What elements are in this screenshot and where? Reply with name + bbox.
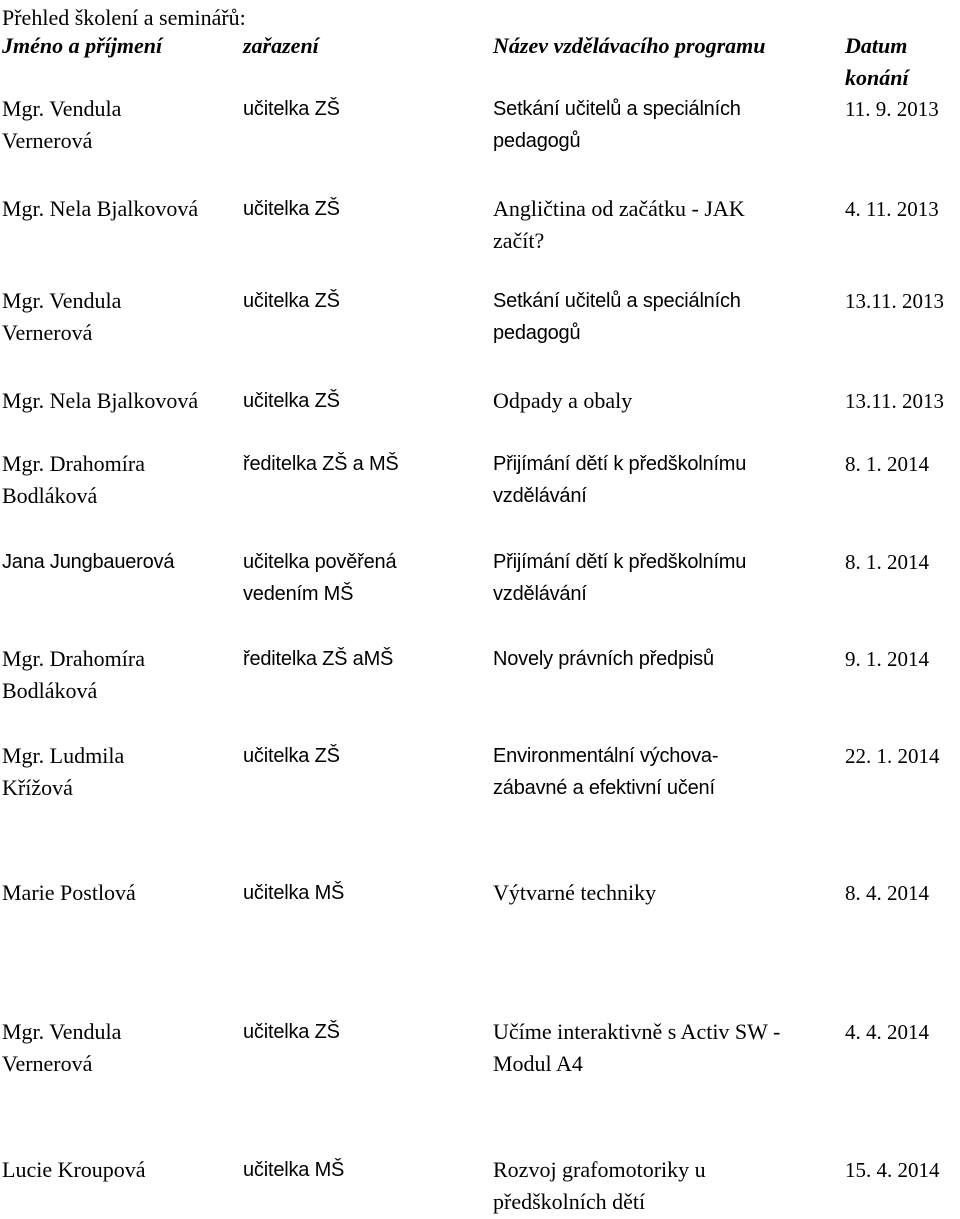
row-name-line: Mgr. Vendula (2, 288, 122, 313)
row-date: 15. 4. 2014 (845, 1158, 940, 1182)
row-name-line: Mgr. Vendula (2, 1019, 122, 1044)
document-title: Přehled školení a seminářů: (2, 5, 246, 30)
header-date (845, 30, 960, 94)
row-name (2, 1154, 240, 1186)
row-program-line: Učíme interaktivně s Activ SW - (493, 1019, 781, 1044)
row-name-line: Jana Jungbauerová (2, 551, 175, 573)
row-program (493, 193, 838, 257)
row-program-line: Angličtina od začátku - JAK (493, 196, 745, 221)
row-program (493, 93, 838, 157)
row-date: 8. 1. 2014 (845, 550, 929, 574)
row-date: 11. 9. 2013 (845, 97, 939, 121)
row-program-line: Setkání učitelů a speciálních (493, 98, 741, 120)
row-position-line: učitelka ZŠ (243, 390, 340, 412)
row-position-line: učitelka pověřená (243, 551, 397, 573)
row-program-line: Přijímání dětí k předškolnímu (493, 551, 747, 573)
row-date: 8. 4. 2014 (845, 881, 929, 905)
row-name-line: Lucie Kroupová (2, 1157, 146, 1182)
row-name-line: Vernerová (2, 1051, 93, 1076)
row-name (2, 546, 240, 578)
row-date: 13.11. 2013 (845, 289, 944, 313)
row-position (243, 285, 491, 317)
row-program-line: předškolních dětí (493, 1189, 646, 1214)
row-program-line: vzdělávání (493, 485, 587, 507)
row-position (243, 546, 491, 610)
row-position (243, 740, 491, 772)
row-position-line: vedením MŠ (243, 583, 354, 605)
row-name (2, 285, 240, 349)
row-position (243, 877, 491, 909)
row-program (493, 1154, 838, 1218)
row-program (493, 385, 838, 417)
row-position-line: učitelka ZŠ (243, 98, 340, 120)
row-name-line: Mgr. Drahomíra (2, 451, 145, 476)
row-program-line: Výtvarné techniky (493, 880, 657, 905)
row-program-line: zábavné a efektivní učení (493, 777, 715, 799)
row-name-line: Mgr. Nela Bjalkovová (2, 196, 199, 221)
row-position (243, 93, 491, 125)
row-date: 13.11. 2013 (845, 389, 944, 413)
row-name-line: Bodláková (2, 678, 98, 703)
row-position (243, 448, 491, 480)
row-program-line: pedagogů (493, 130, 581, 152)
row-program-line: Environmentální výchova- (493, 745, 719, 767)
row-name (2, 385, 240, 417)
row-position-line: učitelka ZŠ (243, 198, 340, 220)
row-program (493, 740, 838, 804)
row-program-line: začít? (493, 228, 545, 253)
row-name (2, 877, 240, 909)
row-position-line: učitelka MŠ (243, 882, 345, 904)
row-position-line: ředitelka ZŠ a MŠ (243, 453, 399, 475)
row-program (493, 1016, 838, 1080)
row-name-line: Mgr. Drahomíra (2, 646, 145, 671)
row-name-line: Mgr. Ludmila (2, 743, 125, 768)
row-name-line: Vernerová (2, 320, 93, 345)
row-position-line: učitelka MŠ (243, 1159, 345, 1181)
row-name-line: Křížová (2, 775, 73, 800)
row-date: 4. 11. 2013 (845, 197, 939, 221)
row-name (2, 1016, 240, 1080)
row-name (2, 448, 240, 512)
row-program-line: Modul A4 (493, 1051, 583, 1076)
row-program (493, 285, 838, 349)
row-position-line: učitelka ZŠ (243, 745, 340, 767)
header-position: zařazení (243, 33, 319, 58)
row-position-line: ředitelka ZŠ aMŠ (243, 648, 394, 670)
row-program-line: pedagogů (493, 322, 581, 344)
row-date: 8. 1. 2014 (845, 452, 929, 476)
header-date-line1: Datum (845, 33, 908, 58)
row-name (2, 643, 240, 707)
row-name-line: Bodláková (2, 483, 98, 508)
header-date-line2: konání (845, 65, 909, 90)
row-position (243, 193, 491, 225)
row-program-line: vzdělávání (493, 583, 587, 605)
row-program (493, 877, 838, 909)
header-name: Jméno a příjmení (2, 33, 163, 58)
row-program-line: Setkání učitelů a speciálních (493, 290, 741, 312)
row-program-line: Rozvoj grafomotoriky u (493, 1157, 706, 1182)
row-program (493, 643, 838, 675)
row-position-line: učitelka ZŠ (243, 290, 340, 312)
row-name-line: Vernerová (2, 128, 93, 153)
row-program-line: Novely právních předpisů (493, 648, 714, 670)
row-position-line: učitelka ZŠ (243, 1021, 340, 1043)
row-program-line: Přijímání dětí k předškolnímu (493, 453, 747, 475)
row-date: 22. 1. 2014 (845, 744, 940, 768)
row-position (243, 1154, 491, 1186)
row-date: 4. 4. 2014 (845, 1020, 929, 1044)
row-program-line: Odpady a obaly (493, 388, 633, 413)
row-name (2, 193, 240, 225)
row-name-line: Mgr. Nela Bjalkovová (2, 388, 199, 413)
row-name (2, 740, 240, 804)
row-date: 9. 1. 2014 (845, 647, 929, 671)
header-program: Název vzdělávacího programu (493, 33, 766, 58)
row-name (2, 93, 240, 157)
row-name-line: Mgr. Vendula (2, 96, 122, 121)
row-program (493, 448, 838, 512)
row-program (493, 546, 838, 610)
row-name-line: Marie Postlová (2, 880, 136, 905)
row-position (243, 385, 491, 417)
row-position (243, 643, 491, 675)
row-position (243, 1016, 491, 1048)
